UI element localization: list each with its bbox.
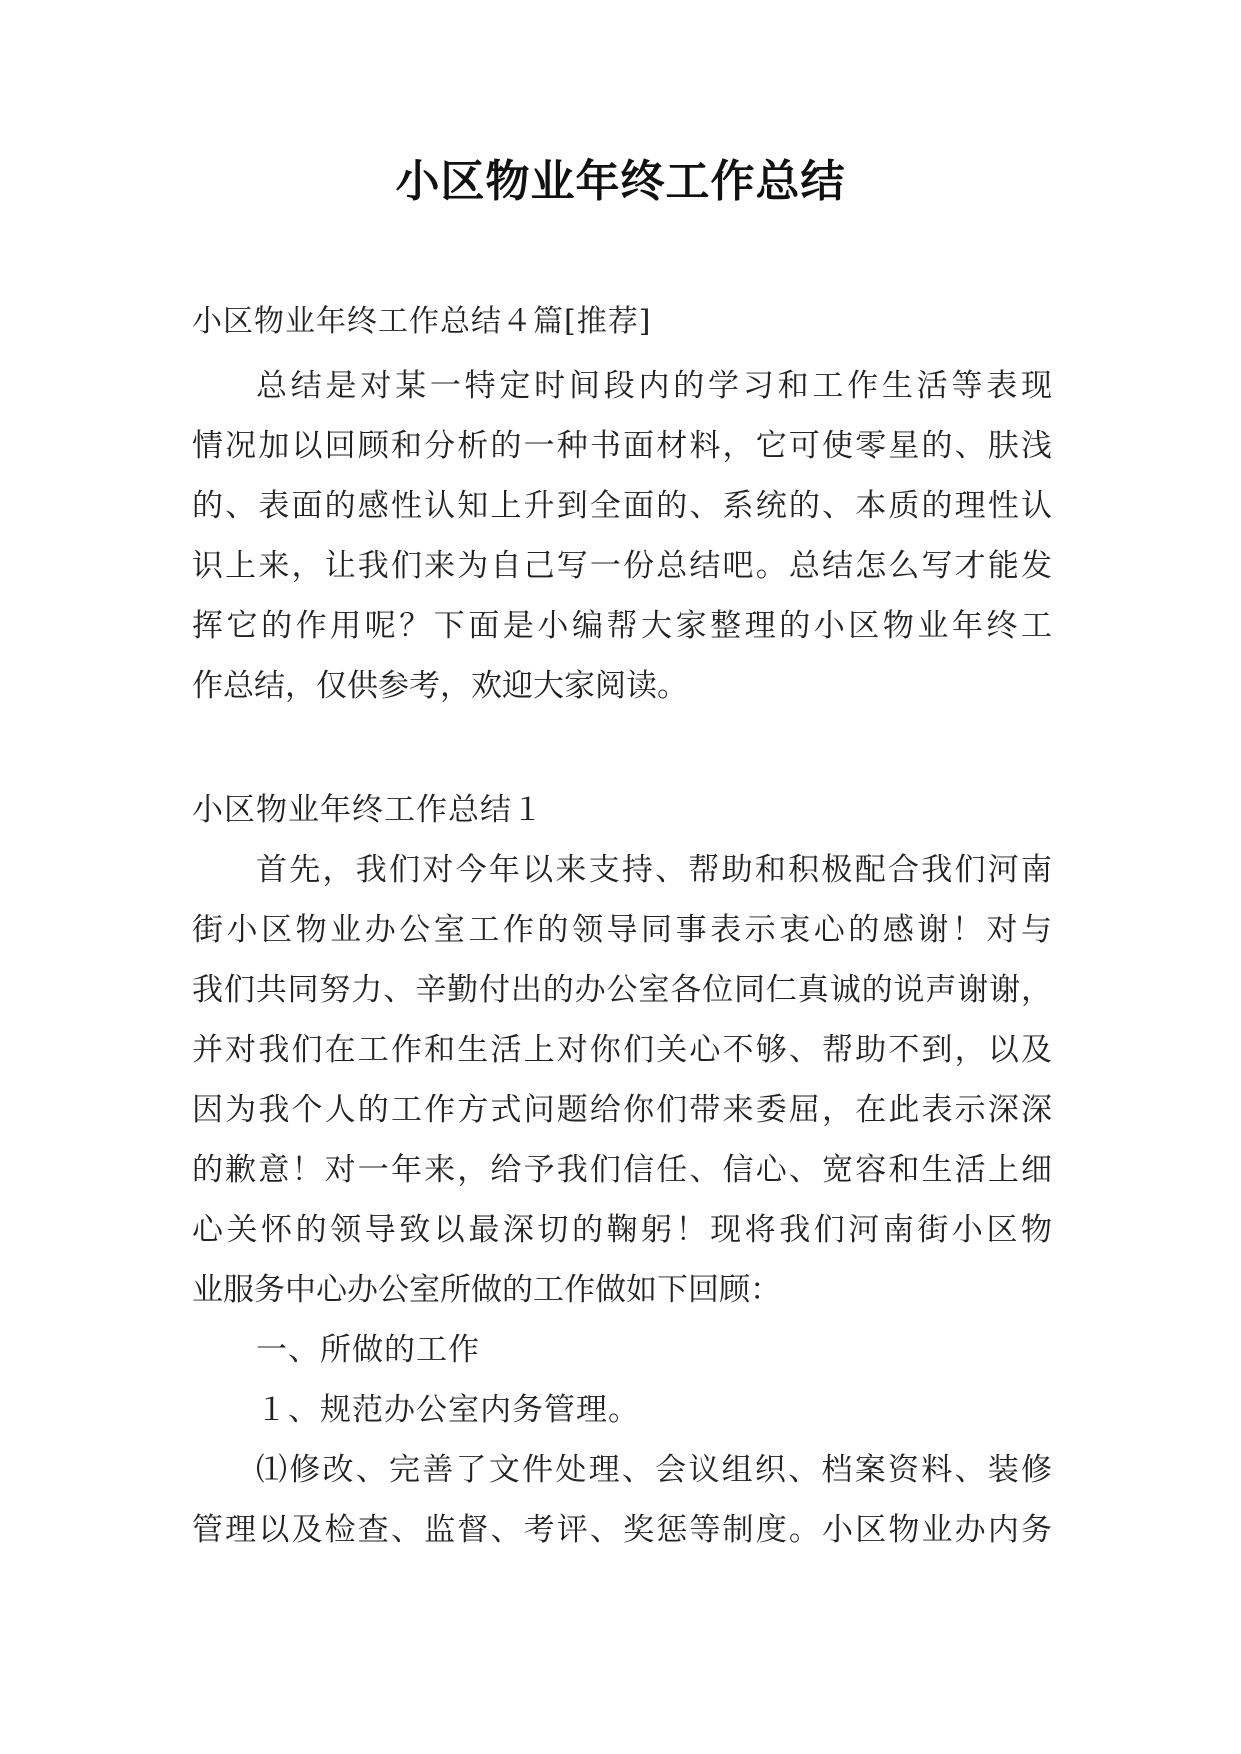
item-heading: 一、所做的工作 xyxy=(256,1332,480,1368)
document-title: 小区物业年终工作总结 xyxy=(395,156,846,207)
paragraph-line: 我们共同努力、辛勤付出的办公室各位同仁真诚的说声谢谢， xyxy=(192,972,1052,1008)
paragraph-line: 因为我个人的工作方式问题给你们带来委屈，在此表示深深 xyxy=(192,1092,1052,1128)
paragraph-line: 作总结，仅供参考，欢迎大家阅读。 xyxy=(192,668,688,704)
paragraph-line: 总结是对某一特定时间段内的学习和工作生活等表现 xyxy=(256,368,1052,404)
document-subtitle: 小区物业年终工作总结４篇[推荐] xyxy=(192,304,652,339)
paragraph-line: ⑴修改、完善了文件处理、会议组织、档案资料、装修 xyxy=(256,1452,1052,1488)
paragraph-line: 管理以及检查、监督、考评、奖惩等制度。小区物业办内务 xyxy=(192,1512,1052,1548)
section-1 xyxy=(192,780,1052,1560)
paragraph-line: 业服务中心办公室所做的工作做如下回顾： xyxy=(192,1272,781,1308)
paragraph-line: 心关怀的领导致以最深切的鞠躬！现将我们河南街小区物 xyxy=(192,1212,1052,1248)
paragraph-line: 街小区物业办公室工作的领导同事表示衷心的感谢！对与 xyxy=(192,912,1052,948)
paragraph-line: 的、表面的感性认知上升到全面的、系统的、本质的理性认 xyxy=(192,488,1052,524)
paragraph-line: 情况加以回顾和分析的一种书面材料，它可使零星的、肤浅 xyxy=(192,428,1052,464)
paragraph-line: 识上来，让我们来为自己写一份总结吧。总结怎么写才能发 xyxy=(192,548,1052,584)
intro-paragraph xyxy=(192,356,1052,716)
item-subheading: １、规范办公室内务管理。 xyxy=(256,1392,640,1428)
paragraph-line: 首先，我们对今年以来支持、帮助和积极配合我们河南 xyxy=(256,852,1052,888)
paragraph-line: 的歉意！对一年来，给予我们信任、信心、宽容和生活上细 xyxy=(192,1152,1052,1188)
paragraph-line: 挥它的作用呢？下面是小编帮大家整理的小区物业年终工 xyxy=(192,608,1052,644)
paragraph-line: 并对我们在工作和生活上对你们关心不够、帮助不到，以及 xyxy=(192,1032,1052,1068)
section-heading: 小区物业年终工作总结１ xyxy=(192,792,544,828)
